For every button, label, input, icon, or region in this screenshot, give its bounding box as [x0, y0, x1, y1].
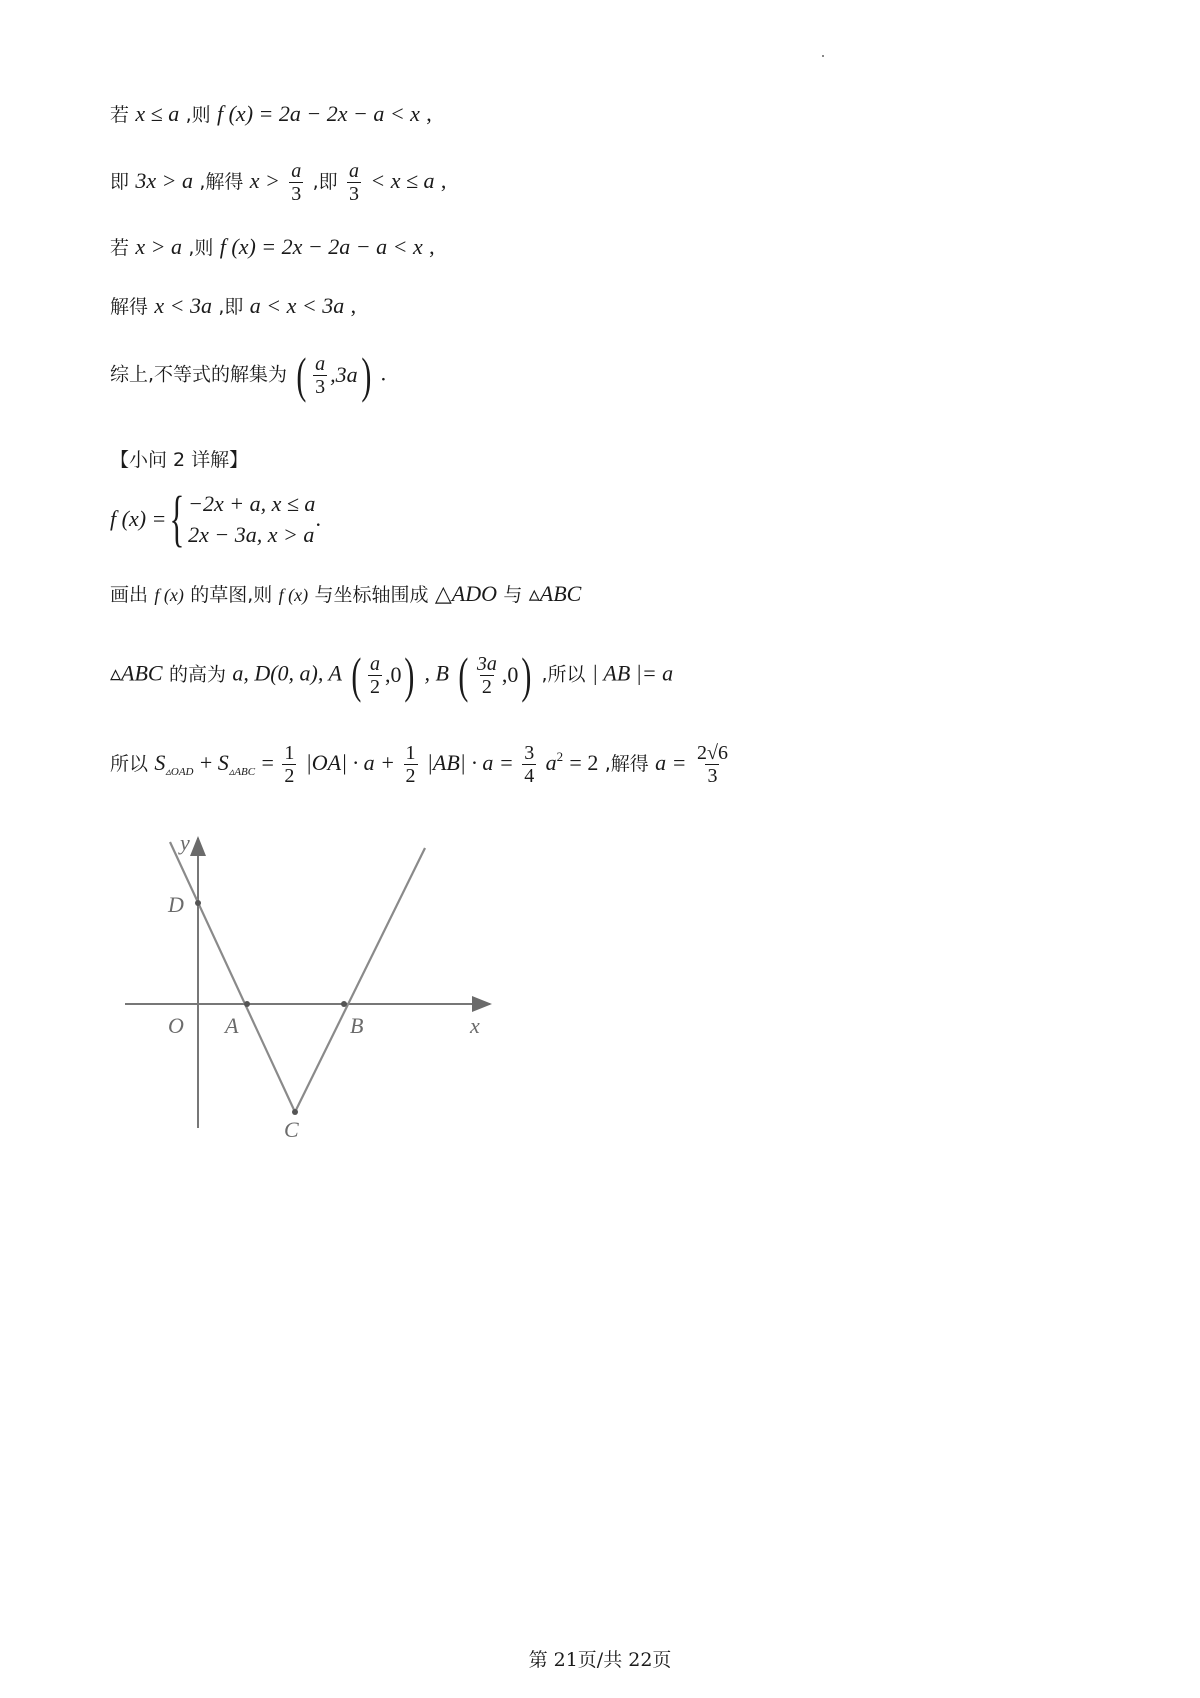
math: ,3a [330, 362, 358, 387]
math: x ≤ a [135, 101, 180, 126]
text: ,则 [188, 237, 214, 259]
text: 若 [110, 237, 130, 259]
graph-left-branch [170, 842, 295, 1112]
label-o: O [168, 1013, 184, 1038]
text: 所以 [110, 753, 149, 775]
label-c: C [284, 1117, 299, 1142]
left-paren: ( [458, 647, 469, 703]
math: △ADO [434, 581, 497, 606]
math: ,0 [501, 662, 519, 687]
fraction: $\frac{a}{2}$ [369, 652, 380, 698]
label-d: D [168, 892, 184, 917]
subscript: ▵OAD [165, 766, 194, 778]
math: x > a [135, 234, 182, 259]
text: ,即 [218, 296, 244, 318]
math: = 2 [569, 750, 599, 775]
interval [293, 347, 374, 403]
piecewise-definition [110, 485, 321, 553]
case-1: −2x + a, x ≤ a [188, 491, 316, 516]
right-paren: ) [360, 347, 371, 403]
point-b [455, 647, 535, 703]
math: ,0 [384, 662, 402, 687]
section-header: 【小问 2 详解】 [110, 449, 249, 471]
text: ,即 [312, 171, 338, 193]
math: f (x) = 2x − 2a − a < x [219, 234, 423, 259]
label-a: A [225, 1013, 239, 1038]
text: ,解得 [199, 171, 244, 193]
math: 3x > a [135, 168, 193, 193]
piecewise [110, 485, 321, 553]
superscript: 2 [556, 749, 564, 764]
point-a [348, 647, 418, 703]
fraction: $\frac{3a}{2}$ [476, 652, 497, 698]
solution-line-3 [110, 233, 435, 262]
fraction: $\frac{3}{4}$ [524, 742, 535, 787]
text: , [350, 293, 357, 318]
left-paren: ( [296, 347, 307, 403]
solution-line-4 [110, 292, 356, 321]
math: f (x) = 2a − 2x − a < x [216, 101, 420, 126]
text: . [380, 360, 387, 386]
math: f (x) = [110, 506, 167, 531]
text: 的高为 [168, 663, 226, 686]
math: , B [424, 660, 449, 686]
page-footer: 第 21页/共 22页 [528, 1649, 672, 1671]
text: . [315, 506, 321, 531]
point-d [195, 900, 201, 906]
point-a [244, 1001, 250, 1007]
math: f (x) [278, 585, 309, 605]
brace: { [169, 485, 185, 553]
left-paren: ( [351, 647, 362, 703]
fraction: $\frac{a}{3}$ [349, 160, 360, 205]
math: + [199, 750, 218, 775]
math: S [217, 750, 229, 775]
point-b [341, 1001, 347, 1007]
point-c [292, 1109, 298, 1115]
text: , [440, 168, 447, 193]
graph-right-branch [295, 848, 425, 1112]
case-2: 2x − 3a, x > a [188, 522, 315, 547]
fraction: $\frac{1}{2}$ [284, 742, 295, 787]
math: f (x) [154, 585, 184, 605]
label-b: B [350, 1013, 364, 1038]
math: |OA| · a + [305, 750, 401, 775]
solution-line-2 [110, 160, 446, 205]
fraction: $\frac{2√6}{3}$ [696, 742, 728, 787]
solution-line-7 [110, 580, 581, 609]
right-paren: ) [404, 647, 415, 703]
text: , [429, 234, 435, 259]
scan-dot [822, 55, 824, 57]
math: x < 3a [154, 293, 212, 318]
fraction: $\frac{a}{3}$ [291, 160, 302, 205]
subscript: ▵ABC [228, 766, 256, 778]
text: 即 [110, 171, 130, 193]
text: 的草图,则 [190, 584, 273, 606]
math: a < x < 3a [249, 293, 345, 318]
fraction: $\frac{a}{3}$ [315, 352, 326, 398]
text: ,解得 [604, 753, 649, 775]
text: 解得 [110, 296, 149, 318]
math: a [545, 750, 557, 775]
text: 画出 [110, 584, 149, 606]
math: x > [249, 168, 280, 193]
fraction: $\frac{1}{2}$ [405, 742, 416, 787]
text: , [426, 101, 432, 126]
function-graph [120, 828, 500, 1148]
solution-line-5 [110, 347, 387, 403]
label-y: y [180, 830, 190, 855]
math: = [261, 750, 280, 775]
text: 与坐标轴围成 [314, 584, 429, 606]
text: 综上,不等式的解集为 [110, 363, 288, 386]
math: ▵ABC [528, 581, 582, 606]
solution-line-1 [110, 100, 432, 129]
right-paren: ) [521, 647, 532, 703]
math: a = [655, 750, 692, 775]
math: | AB |= a [591, 660, 674, 686]
math: a, D(0, a), A [232, 660, 342, 686]
math: < x ≤ a [370, 168, 435, 193]
math: |AB| · a = [426, 750, 520, 775]
label-x: x [470, 1013, 480, 1038]
solution-line-8 [110, 647, 674, 703]
math: S [154, 750, 166, 775]
math: ▵ABC [110, 660, 163, 686]
solution-line-9 [110, 742, 733, 787]
text: 若 [110, 104, 130, 126]
text: 与 [503, 584, 523, 606]
text: ,所以 [541, 663, 586, 686]
cases [188, 488, 315, 550]
text: ,则 [185, 104, 211, 126]
